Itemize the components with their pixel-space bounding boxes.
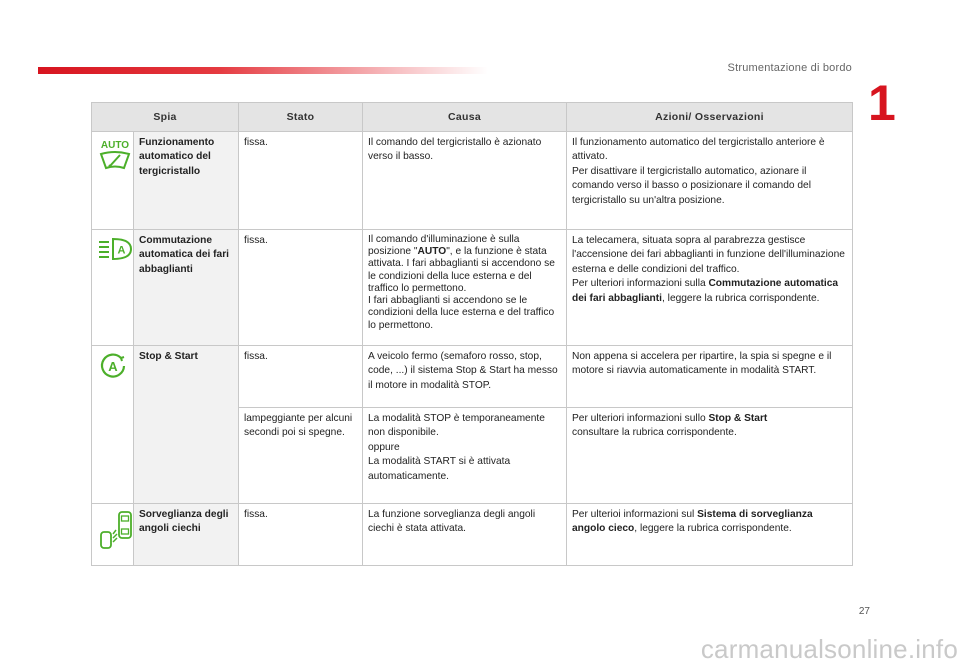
watermark: carmanualsonline.info	[700, 634, 958, 664]
azioni-text: , leggere la rubrica corrispondente.	[634, 523, 792, 535]
chapter-number: 1	[868, 75, 896, 131]
stato-cell: fissa.	[239, 230, 363, 346]
blind-spot-icon	[97, 510, 135, 550]
table-row	[92, 346, 853, 408]
table-row	[92, 504, 853, 566]
warning-name-empty	[134, 408, 239, 504]
stop-start-icon	[99, 352, 127, 380]
stato-cell: fissa.	[239, 346, 363, 408]
column-header-stato: Stato	[239, 103, 363, 132]
causa-text: La modalità STOP è temporaneamente non disponibile.	[368, 413, 545, 439]
azioni-text: Per ulteriori informazioni sulla	[572, 278, 709, 290]
azioni-text: Per disattivare il tergicristallo automatico, azionare il comando verso il basso o posizionare il comando del tergicristallo su un'altra posizione.	[572, 165, 811, 206]
auto-wiper-label: AUTO	[100, 140, 130, 151]
page-number: 27	[858, 606, 870, 617]
azioni-bold: Stop & Start	[708, 413, 768, 424]
azioni-bold: Sistema di sorveglianza angolo cieco	[572, 509, 813, 535]
stato-cell: fissa.	[239, 504, 363, 566]
azioni-cell	[567, 408, 853, 504]
warning-name: Funzionamento automatico del tergicristallo	[134, 132, 239, 230]
azioni-cell	[567, 504, 853, 566]
auto-high-beam-icon	[97, 236, 133, 262]
stato-cell: lampeggiante per alcuni secondi poi si spegne.	[239, 408, 363, 504]
warning-lights-table	[91, 102, 853, 566]
table-row	[92, 132, 853, 230]
azioni-cell: Non appena si accelera per ripartire, la spia si spegne e il motore si riavvia automaticamente in modalità START.	[567, 346, 853, 408]
azioni-text: Il funzionamento automatico del tergicristallo anteriore è attivato.	[572, 137, 825, 163]
icon-cell	[92, 346, 134, 408]
icon-cell-empty	[92, 408, 134, 504]
causa-text: Il comando d'illuminazione è sulla posizione "	[368, 234, 520, 258]
section-title: Strumentazione di bordo	[727, 62, 852, 74]
column-header-spia: Spia	[92, 103, 239, 132]
causa-cell: La funzione sorveglianza degli angoli ciechi è stata attivata.	[363, 504, 567, 566]
column-header-azioni: Azioni/ Osservazioni	[567, 103, 853, 132]
column-header-causa: Causa	[363, 103, 567, 132]
azioni-text: , leggere la rubrica corrispondente.	[662, 292, 820, 304]
causa-bold: AUTO	[417, 246, 447, 258]
azioni-cell	[567, 132, 853, 230]
azioni-text: consultare la rubrica corrispondente.	[572, 427, 737, 439]
azioni-cell	[567, 230, 853, 346]
causa-cell: Il comando del tergicristallo è azionato verso il basso.	[363, 132, 567, 230]
warning-name: Sorveglianza degli angoli ciechi	[134, 504, 239, 566]
table-row	[92, 230, 853, 346]
warning-name: Stop & Start	[134, 346, 239, 408]
causa-text: oppure	[368, 441, 400, 453]
header-accent-bar	[38, 67, 488, 74]
table-header-row	[92, 103, 853, 132]
svg-text:A: A	[117, 244, 126, 257]
causa-text: La modalità START si è attivata automaticamente.	[368, 456, 511, 482]
icon-cell	[92, 132, 134, 230]
table-row	[92, 408, 853, 504]
azioni-text: Per ulterioi informazioni sul	[572, 509, 698, 520]
azioni-text: La telecamera, situata sopra al parabrezza gestisce l'accensione dei fari abbaglianti in funzione dell'illuminazione esterna e delle condizioni del traffico.	[572, 235, 845, 275]
svg-text:A: A	[107, 359, 118, 374]
auto-wiper-icon	[97, 138, 133, 172]
causa-text: I fari abbaglianti si accendono se le condizioni della luce esterna e del traffico lo permettono.	[368, 295, 555, 331]
azioni-bold: Commutazione automatica dei fari abbaglianti	[572, 278, 839, 304]
warning-name: Commutazione automatica dei fari abbaglianti	[134, 230, 239, 346]
icon-cell	[92, 230, 134, 346]
causa-cell	[363, 230, 567, 346]
azioni-text: Per ulteriori informazioni sullo	[572, 413, 709, 424]
icon-cell	[92, 504, 134, 566]
stato-cell: fissa.	[239, 132, 363, 230]
causa-cell: A veicolo fermo (semaforo rosso, stop, code, ...) il sistema Stop & Start ha messo il motore in modalità STOP.	[363, 346, 567, 408]
causa-text: ", e la funzione è stata attivata. I fari abbaglianti si accendono se le condizioni della luce esterna e del traffico lo permettono.	[368, 246, 555, 294]
causa-cell	[363, 408, 567, 504]
